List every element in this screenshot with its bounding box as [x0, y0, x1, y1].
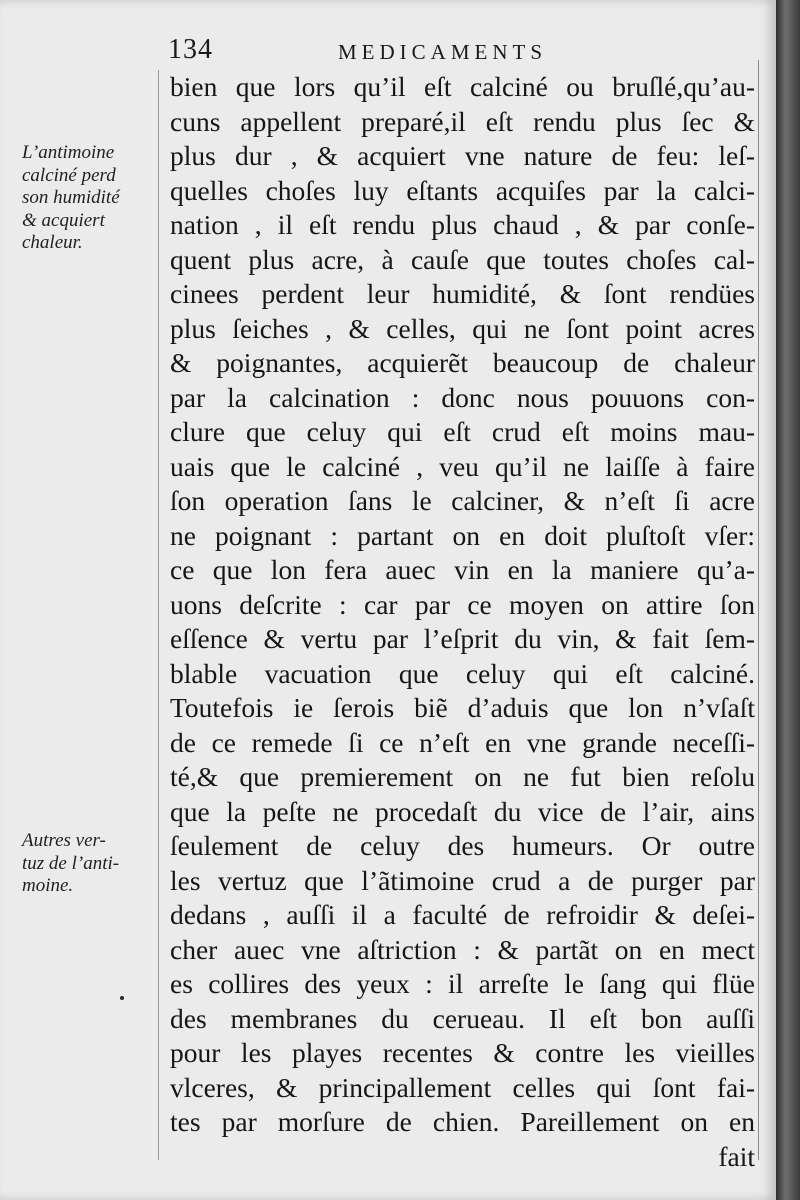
text-line: & poignantes, acquierẽt beaucoup de chaleur: [170, 347, 755, 378]
marginal-note-1: [22, 142, 162, 255]
catchword: fait: [718, 1140, 755, 1172]
text-line: clure que celuy qui eſt crud eſt moins mau-: [170, 416, 755, 447]
marginal-note-2: [22, 830, 162, 898]
text-line: vlceres, & principallement celles qui ſont fai-: [170, 1071, 755, 1103]
text-line: par la calcination : donc nous pouuons con-: [170, 381, 755, 413]
text-line: eſſence & vertu par l’eſprit du vin, & fait ſem-: [170, 623, 755, 654]
text-line: ce que lon fera auec vin en la maniere qu’a-: [170, 554, 755, 585]
marginal-note-line: calciné perd: [22, 164, 116, 186]
text-line: blable vacuation que celuy qui eſt calciné.: [170, 657, 755, 689]
text-line: dedans , auſſi il a faculté de refroidir & deſei-: [170, 899, 755, 930]
text-line: ſon operation ſans le calciner, & n’eſt ſi acre: [170, 485, 755, 516]
text-line: de ce remede ſi ce n’eſt en vne grande neceſſi-: [170, 726, 755, 758]
text-line: plus ſeiches , & celles, qui ne ſont point acres: [170, 312, 755, 344]
text-line: ſeulement de celuy des humeurs. Or outre: [170, 830, 755, 861]
text-line: cher auec vne aſtriction : & partãt on en mect: [170, 933, 755, 965]
marginal-note-line: & acquiert: [22, 209, 105, 231]
text-line: cinees perdent leur humidité, & ſont rendües: [170, 278, 755, 309]
text-line: es collires des yeux : il arreſte le ſang qui flüe: [170, 968, 755, 999]
text-line: quelles choſes luy eſtants acquiſes par la calci-: [170, 174, 755, 206]
text-line: uais que le calciné , veu qu’il ne laiſſe à faire: [170, 450, 755, 482]
page-header: [168, 34, 758, 68]
right-margin-rule: [758, 60, 759, 1160]
marginal-note-line: son humidité: [22, 187, 120, 208]
running-head: MEDICAMENTS: [338, 40, 548, 64]
marginal-note-line: tuz de l’anti-: [22, 852, 120, 874]
text-line: cuns appellent preparé,il eſt rendu plus ſec &: [170, 105, 755, 137]
book-binding-edge: [776, 0, 800, 1200]
main-text-block: [170, 70, 755, 1174]
marginal-note-line: moine.: [22, 875, 74, 896]
text-line: que la peſte ne procedaſt du vice de l’air, ains: [170, 795, 755, 827]
text-line: quent plus acre, à cauſe que toutes choſes cal-: [170, 243, 755, 275]
text-line: des membranes du cerueau. Il eſt bon auſſi: [170, 1002, 755, 1034]
marginal-note-line: L’antimoine: [22, 142, 115, 163]
text-line: bien que lors qu’il eſt calciné ou bruſlé,qu’au-: [170, 71, 755, 102]
text-line: les vertuz que l’ãtimoine crud a de purger par: [170, 864, 755, 896]
text-line: Toutefois ie ſerois biẽ d’aduis que lon n’vſaſt: [170, 692, 755, 723]
ink-speck: [120, 996, 124, 1000]
text-line: tes par morſure de chien. Pareillement on en: [170, 1106, 755, 1137]
text-line: té,& que premierement on ne fut bien reſolu: [170, 761, 755, 792]
page-number: 134: [168, 34, 213, 65]
marginal-note-line: chaleur.: [22, 232, 83, 253]
text-line: nation , il eſt rendu plus chaud , & par conſe-: [170, 209, 755, 240]
text-line: plus dur , & acquiert vne nature de feu: leſ-: [170, 140, 755, 171]
text-line: uons deſcrite : car par ce moyen on attire ſon: [170, 588, 755, 620]
marginal-note-line: Autres ver-: [22, 830, 106, 851]
text-line: ne poignant : partant on en doit pluſtoſt vſer:: [170, 519, 755, 551]
text-line: pour les playes recentes & contre les vieilles: [170, 1037, 755, 1068]
